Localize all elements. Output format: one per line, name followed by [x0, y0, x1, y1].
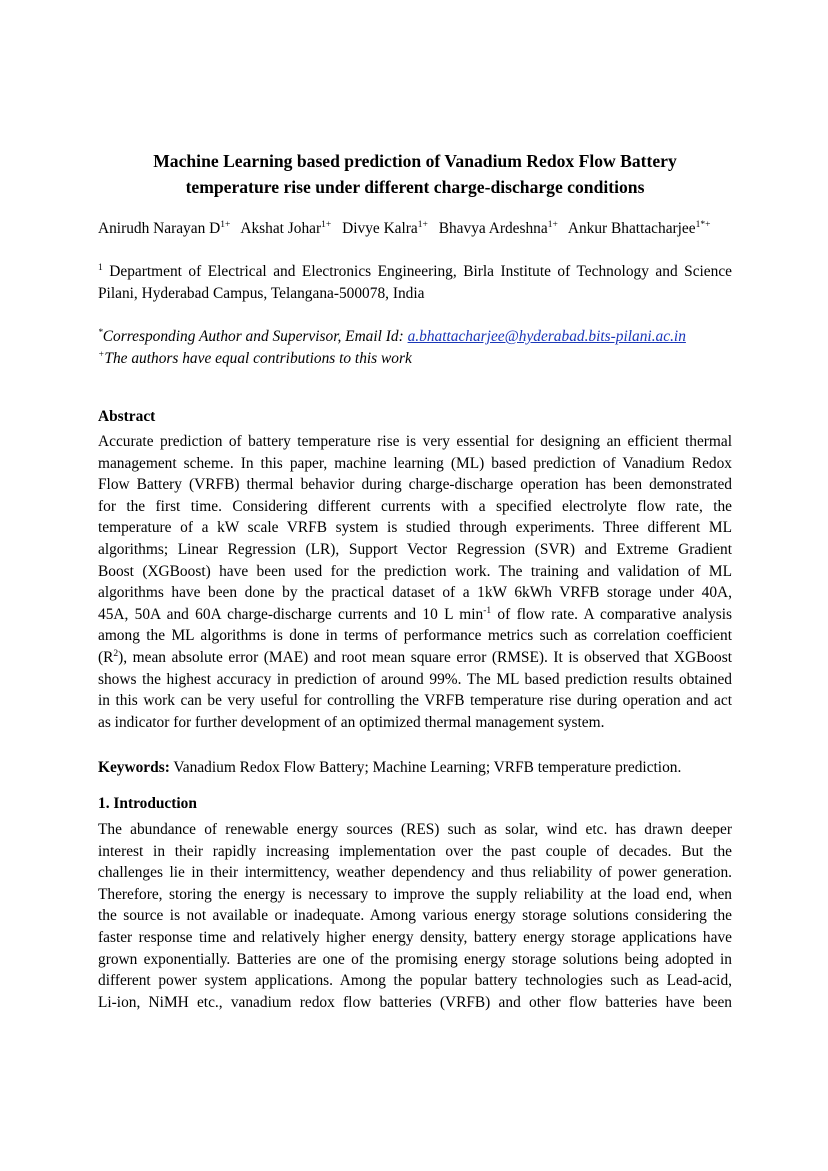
author-list: [98, 218, 732, 240]
introduction-heading: 1. Introduction: [98, 795, 197, 812]
correspondence-note: *Corresponding Author and Supervisor, Email Id: a.bhattacharjee@hyderabad.bits-pilani.ac.in +The authors have equal contributions to this work: [98, 326, 732, 370]
keywords-label: Keywords:: [98, 759, 170, 776]
author: Ankur Bhattacharjee$^{1*+}$: [567, 220, 711, 237]
author: Divye Kalra$^{1+}$: [342, 220, 428, 237]
corresponding-email-link[interactable]: a.bhattacharjee@hyderabad.bits-pilani.ac.in: [407, 328, 686, 345]
author: Akshat Johar$^{1+}$: [240, 220, 332, 237]
abstract-heading: Abstract: [98, 408, 156, 425]
paper-title: [98, 148, 732, 200]
equal-contribution-note: +The authors have equal contributions to this work: [98, 350, 412, 367]
author: Bhavya Ardeshna$^{1+}$: [438, 220, 558, 237]
title-line-1: Machine Learning based prediction of Vanadium Redox Flow Battery: [153, 151, 677, 171]
keywords-text: Vanadium Redox Flow Battery; Machine Learning; VRFB temperature prediction.: [169, 759, 682, 776]
keywords: [98, 757, 732, 779]
author: Anirudh Narayan $D^{1+}$: [98, 220, 231, 237]
abstract-body: Accurate prediction of battery temperature rise is very essential for designing an efficient thermal management scheme. In this paper, machine learning (ML) based prediction of Vanadium Redox Flow Battery (VRFB) thermal behavior during charge-discharge operation has been demonstrated for the first time. Considering different currents with a specified electrolyte flow rate, the temperature of a kW scale VRFB system is studied through experiments. Three different ML algorithms; Linear Regression (LR), Support Vector Regression (SVR) and Extreme Gradient Boost (XGBoost) have been used for the prediction work. The training and validation of ML algorithms have been done by the practical dataset of a 1kW 6kWh VRFB storage under 40A, 45A, 50A and 60A charge-discharge currents and 10 L $\min^{-1}$ of flow rate. A comparative analysis among the ML algorithms is done in terms of performance metrics such as correlation coefficient $(R^2)$, mean absolute error (MAE) and root mean square error (RMSE). It is observed that XGBoost shows the highest accuracy in prediction of around 99%. The ML based prediction results obtained in this work can be very useful for controlling the VRFB temperature rise during operation and act as indicator for further development of an optimized thermal management system.: [98, 433, 732, 731]
affiliation: $^1$ Department of Electrical and Electronics Engineering, Birla Institute of Technology and Science Pilani, Hyderabad Campus, Telangana-500078, India: [98, 263, 733, 302]
introduction-body: The abundance of renewable energy sources (RES) such as solar, wind etc. has drawn deeper interest in their rapidly increasing implementation over the past couple of decades. But the challenges lie in their intermittency, weather dependency and thus reliability of power generation. Therefore, storing the energy is necessary to improve the supply reliability at the load end, when the source is not available or inadequate. Among various energy storage solutions considering the faster response time and relatively higher energy density, battery energy storage applications have grown exponentially. Batteries are one of the promising energy storage solutions being adopted in different power system applications. Among the popular battery technologies such as Lead-acid, Li-ion, NiMH etc., vanadium redox flow batteries (VRFB) and other flow batteries have been: [98, 821, 732, 1011]
title-line-2: temperature rise under different charge-discharge conditions: [185, 177, 645, 197]
